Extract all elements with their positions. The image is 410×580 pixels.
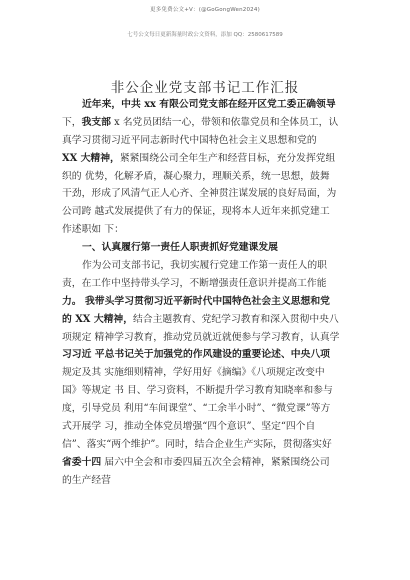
text-run: 结合主题教育、党纪学习教育和深入贯彻中央八 <box>133 313 339 325</box>
paragraph-line <box>62 221 342 239</box>
paragraph-line <box>62 293 342 311</box>
document-body <box>62 96 342 490</box>
text-run: 式开展学 习，推动全体党员增强“四个意识”、坚定“四个自 <box>62 421 316 433</box>
paragraph-line <box>62 329 342 347</box>
text-run: 的生产经营 <box>62 474 111 486</box>
paragraph-line <box>62 168 342 186</box>
paragraph-line <box>62 436 342 454</box>
paragraph-line <box>62 275 342 293</box>
paragraph-line <box>62 96 342 114</box>
text-run: 织的 优势，化解矛盾，凝心聚力，理顺关系，统一思想，鼓舞 <box>62 170 330 182</box>
paragraph-line <box>62 185 342 203</box>
text-run: 届六中全会和市委四届五次全会精神，紧紧围绕公司 <box>101 456 330 468</box>
paragraph-line <box>62 132 342 150</box>
bold-text-run: 省委十四 <box>62 456 102 468</box>
text-run: 作为公司支部书记，我切实履行党建工作第一责任人的职 <box>82 260 327 272</box>
text-run: x 名党员团结一心，带领和依靠党员和全体员工，认 <box>110 116 339 128</box>
paragraph-line <box>62 311 342 329</box>
paragraph-line <box>62 150 342 168</box>
text-run: 真学习贯彻习近平同志新时代中国特色社会主义思想和党的 <box>62 134 317 146</box>
paragraph-line <box>62 114 342 132</box>
paragraph-line <box>62 400 342 418</box>
promo-notice: 七号公文每日更新海量时政公文资料，添加 QQ：2580617589 <box>127 32 283 38</box>
paragraph-line <box>62 454 342 472</box>
text-run: 责，在工作中坚持带头学习，不断增强责任意识并提高工作能 <box>62 277 327 289</box>
text-run: 项规定 精神学习教育，推动党员就近就便参与学习教育，认真学 <box>62 331 340 343</box>
bold-text-run: 习习近 平总书记关于加强党的作风建设的重要论述、中央八项 <box>62 349 330 361</box>
paragraph-line <box>62 257 342 275</box>
paragraph-line <box>62 203 342 221</box>
paragraph-line <box>62 239 342 257</box>
bold-text-run: 近年来，中共 xx 有限公司党支部在经开区党工委正确领导 <box>82 99 336 110</box>
text-run: 干劲，形成了风清气正人心齐、全神贯注谋发展的良好局面，为 <box>62 188 337 200</box>
text-run: 国》等规定 书 目、学习资料，不断提升学习教育知晓率和参与 <box>62 385 333 397</box>
paragraph-line <box>62 346 342 364</box>
text-run: 度，引导党员 利用“车间课堂”、“工余半小时”、“微党课”等方 <box>62 403 331 415</box>
bold-text-run: 力。 我带头学习贯彻习近平新时代中国特色社会主义思想和党 <box>62 295 330 307</box>
paragraph-line <box>62 382 342 400</box>
text-run: 规定及其 实施细则精神，学好用好《摘编》《八项规定改变中 <box>62 367 325 379</box>
bold-text-run: XX 大精神， <box>62 152 120 164</box>
bold-text-run: 一、认真履行第一责任人职责抓好党建课发展 <box>82 242 278 254</box>
text-run: 信”、落实“两个维护”。同时，结合企业生产实际，贯彻落实好 <box>62 438 332 450</box>
document-title: 非公企业党支部书记工作汇报 <box>110 80 300 96</box>
paragraph-line <box>62 418 342 436</box>
bold-text-run: 我支部 <box>81 116 111 128</box>
paragraph-line <box>62 364 342 382</box>
text-run: 下， <box>62 116 82 128</box>
text-run: 紧紧围绕公司全年生产和经营目标，充分发挥党组 <box>119 152 336 164</box>
text-run: 作述职如 下： <box>62 224 124 236</box>
bold-text-run: 的 XX 大精神， <box>62 313 134 325</box>
paragraph-line <box>62 472 342 490</box>
text-run: 公司跨 越式发展提供了有力的保证，现将本人近年来抓党建工 <box>62 206 330 218</box>
watermark: 更多免费公文+V：(@GoGongWen2024) <box>150 7 260 13</box>
